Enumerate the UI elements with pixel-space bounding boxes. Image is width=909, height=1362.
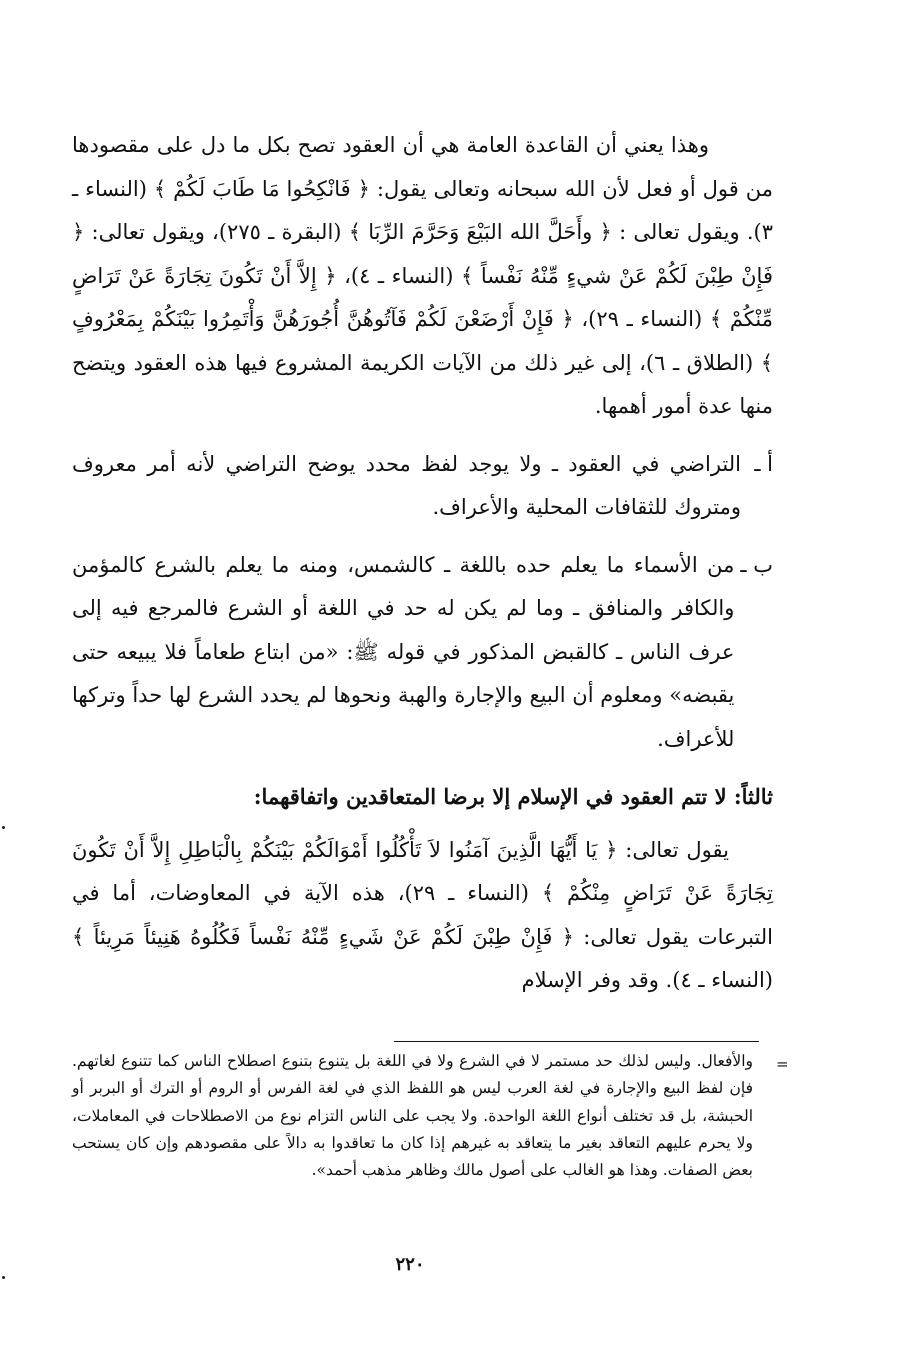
main-text-block — [72, 124, 773, 1003]
list-item-text: التراضي في العقود ـ ولا يوجد لفظ محدد يوضح التراضي لأنه أمر معروف ومتروك للثقافات المحلية والأعراف. — [72, 451, 741, 519]
footnote-separator — [394, 1041, 759, 1042]
page-number: ٢٢٠ — [395, 1254, 425, 1275]
list-marker: أ ـ — [754, 451, 773, 476]
section-paragraph: يقول تعالى: ﴿ يَا أَيُّهَا الَّذِينَ آمَنُوا لاَ تَأْكُلُوا أَمْوَالَكُمْ بَيْنَكُمْ بِالْبَاطِلِ إِلاَّ أَنْ تَكُونَ تِجَارَةً عَنْ تَرَاضٍ مِنْكُمْ ﴾ (النساء ـ ٢٩)، هذه الآية في المعاوضات، أما في التبرعات يقول تعالى: ﴿ فَإِنْ طِبْنَ لَكُمْ عَنْ شَيءٍ مِّنْهُ نَفْساً فَكُلُوهُ هَنِيئاً مَرِيئاً ﴾ (النساء ـ ٤). وقد وفر الإسلام — [72, 837, 773, 992]
list-marker: ب ـ — [740, 552, 773, 577]
section-label: ثالثاً: — [733, 784, 773, 809]
scan-edge-mark — [2, 1276, 5, 1279]
list-item-alef — [72, 443, 773, 530]
section-heading — [72, 775, 773, 819]
footnote-text: والأفعال. وليس لذلك حد مستمر لا في الشرع ولا في اللغة بل يتنوع بتنوع اصطلاح الناس كما تتنوع لغاتهم. فإن لفظ البيع والإجارة في لغة العرب ليس هو اللفظ الذي في لغة الفرس أو الروم أو الترك أو البربر أو الحبشة، بل قد تختلف أنواع اللغة الواحدة. ولا يجب على الناس التزام نوع من الاصطلاحات في المعاملات، ولا يحرم عليهم التعاقد بغير ما يتعاقد به غيرهم إذا كان ما تعاقدوا به دالاً على مقصودهم وإن كان يستحب بعض الصفات. وهذا هو الغالب على أصول مالك وظاهر مذهب أحمد». — [72, 1052, 753, 1180]
list-item-text: من الأسماء ما يعلم حده باللغة ـ كالشمس، ومنه ما يعلم بالشرع كالمؤمن والكافر والمنافق ـ وما لم يكن له حد في اللغة أو الشرع فالمرجع فيه إلى عرف الناس ـ كالقبض المذكور في قوله ﷺ: «من ابتاع طعاماً فلا يبيعه حتى يقبضه» ومعلوم أن البيع والإجارة والهبة ونحوها لم يحدد الشرع لها حداً وتركها للأعراف. — [72, 552, 735, 751]
section-title: لا تتم العقود في الإسلام إلا برضا المتعاقدين واتفاقهما: — [253, 784, 727, 809]
footnote-continuation-marker: = — [776, 1055, 789, 1073]
intro-paragraph: وهذا يعني أن القاعدة العامة هي أن العقود تصح بكل ما دل على مقصودها من قول أو فعل لأن الله سبحانه وتعالى يقول: ﴿ فَانْكِحُوا مَا طَابَ لَكُمْ ﴾ (النساء ـ ٣). ويقول تعالى : ﴿ وأَحَلَّ الله البَيْعَ وَحَرَّمَ الرِّبَا ﴾ (البقرة ـ ٢٧٥)، ويقول تعالى: ﴿ فَإِنْ طِبْنَ لَكُمْ عَنْ شيءٍ مِّنْهُ نَفْساً ﴾ (النساء ـ ٤)، ﴿ إِلاَّ أَنْ تَكُونَ تِجَارَةً عَنْ تَرَاضٍ مِّنْكُمْ ﴾ (النساء ـ ٢٩)، ﴿ فَإِنْ أَرْضَعْنَ لَكُمْ فَآتُوهُنَّ أُجُورَهُنَّ وَأْتَمِرُوا بَيْنَكُمْ بِمَعْرُوفٍ ﴾ (الطلاق ـ ٦)، إلى غير ذلك من الآيات الكريمة المشروع فيها هذه العقود ويتضح منها عدة أمور أهمها. — [72, 133, 773, 418]
scan-edge-mark — [2, 826, 5, 829]
list-item-ba — [72, 544, 773, 762]
